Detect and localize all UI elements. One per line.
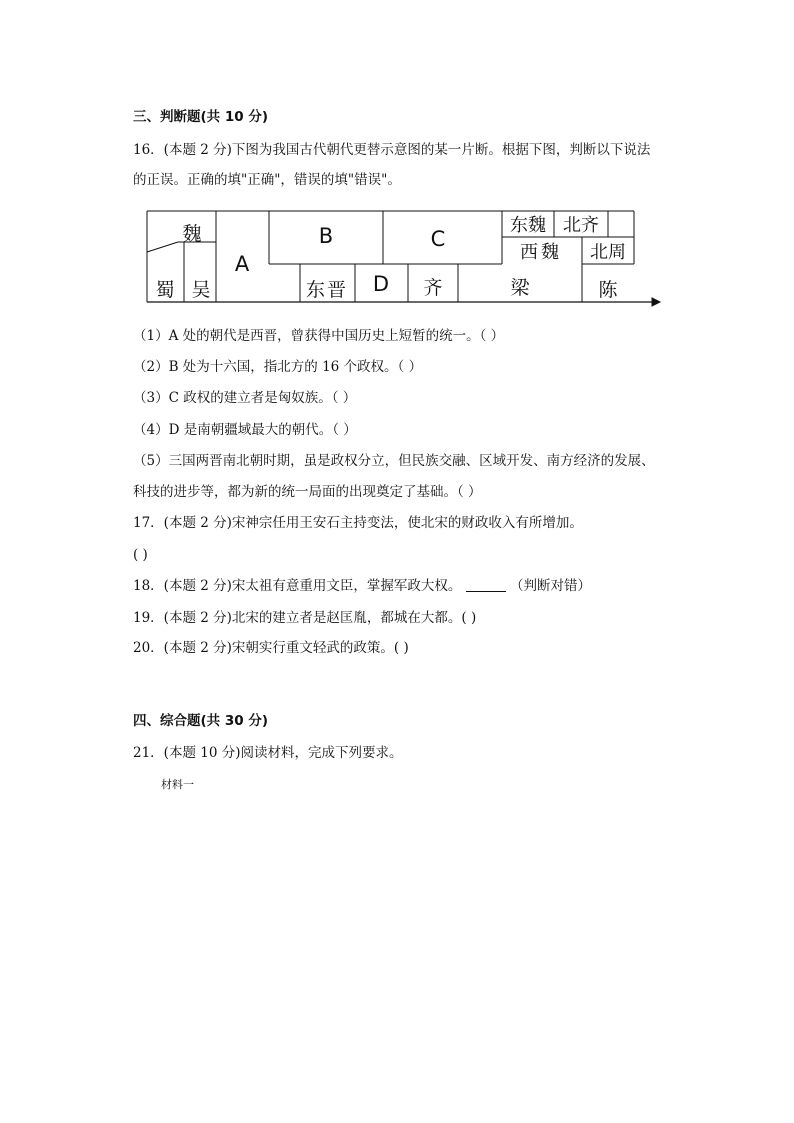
question-16-item-5-line-2: 科技的进步等，都为新的统一局面的出现奠定了基础。（ ） (133, 484, 482, 500)
label-beizhou: 北周 (590, 242, 626, 263)
material-1-label: 材料一 (161, 778, 194, 791)
label-qi: 齐 (423, 277, 443, 299)
section-3-heading: 三、判断题(共 10 分) (133, 109, 269, 125)
label-dongwei: 东魏 (510, 215, 546, 236)
question-17-answer-blank[interactable]: ( ) (133, 547, 148, 563)
question-16-item-4: （4）D 是南朝疆域最大的朝代。（ ） (133, 422, 357, 438)
label-liang: 梁 (510, 277, 530, 299)
label-b: B (318, 224, 334, 248)
label-a: A (234, 252, 250, 276)
label-wei: 魏 (182, 223, 202, 245)
label-d: D (372, 272, 390, 296)
label-dongjin: 东晋 (305, 279, 349, 301)
question-18-suffix: （判断对错） (509, 578, 591, 594)
question-19: 19．(本题 2 分)北宋的建立者是赵匡胤，都城在大都。( ) (133, 610, 477, 626)
label-beiqi: 北齐 (563, 215, 599, 236)
label-xiwei: 西魏 (520, 242, 562, 263)
question-16-line-2: 的正误。正确的填"正确"，错误的填"错误"。 (133, 172, 401, 188)
question-20: 20．(本题 2 分)宋朝实行重文轻武的政策。( ) (133, 640, 409, 656)
question-21: 21．(本题 10 分)阅读材料，完成下列要求。 (133, 745, 403, 761)
question-16-item-3: （3）C 政权的建立者是匈奴族。（ ） (133, 390, 357, 406)
question-16-line-1: 16．(本题 2 分)下图为我国古代朝代更替示意图的某一片断。根据下图，判断以下说法 (133, 142, 651, 158)
label-c: C (430, 227, 446, 251)
label-shu: 蜀 (155, 279, 175, 301)
question-18-answer-blank[interactable] (466, 578, 506, 592)
question-16-item-1: （1）A 处的朝代是西晋，曾获得中国历史上短暂的统一。（ ） (133, 328, 505, 344)
question-16-item-2: （2）B 处为十六国，指北方的 16 个政权。（ ） (133, 359, 423, 375)
label-chen: 陈 (598, 279, 618, 301)
question-18 (133, 577, 591, 595)
question-18-text: 18．(本题 2 分)宋太祖有意重用文臣，掌握军政大权。 (133, 578, 462, 594)
label-wu: 吴 (191, 279, 211, 301)
dynasty-timeline-diagram (140, 207, 680, 307)
section-4-heading: 四、综合题(共 30 分) (133, 713, 269, 729)
question-16-item-5-line-1: （5）三国两晋南北朝时期，虽是政权分立，但民族交融、区域开发、南方经济的发展、 (133, 453, 655, 469)
question-17-line-1: 17．(本题 2 分)宋神宗任用王安石主持变法，使北宋的财政收入有所增加。 (133, 515, 583, 531)
